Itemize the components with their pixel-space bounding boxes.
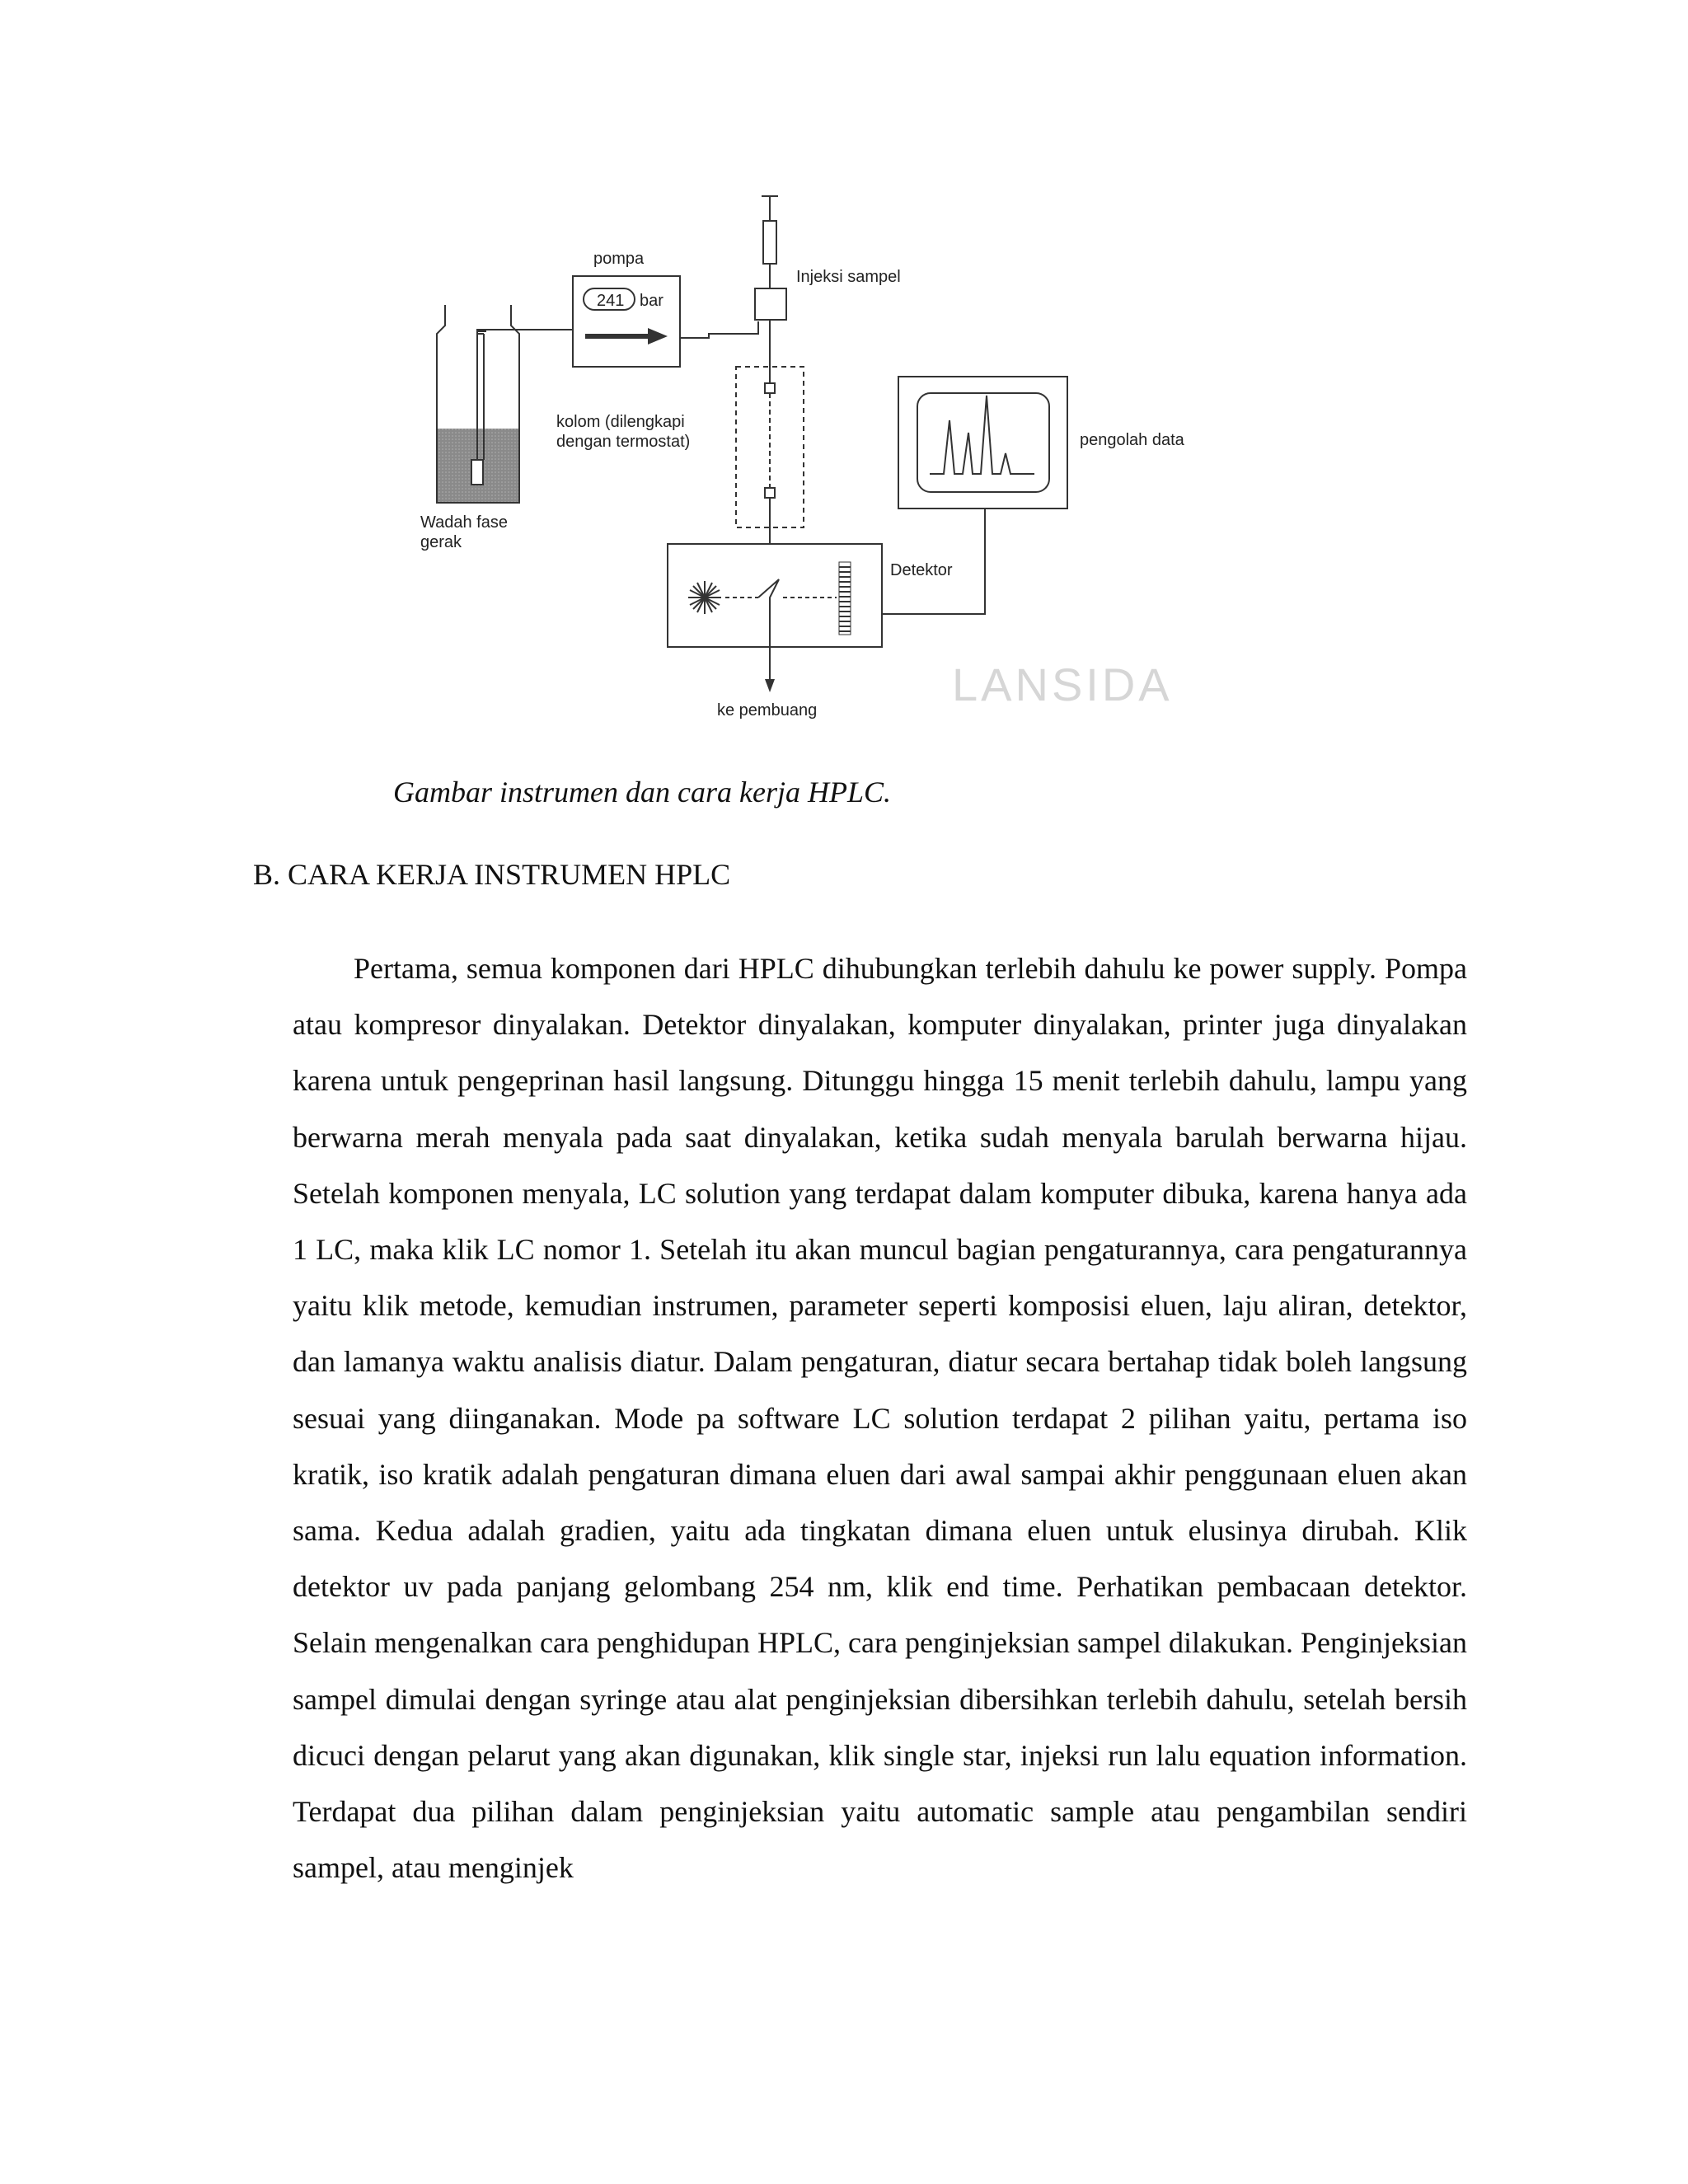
detector <box>668 544 953 647</box>
light-source-icon <box>688 581 721 614</box>
hplc-diagram-svg <box>396 181 1220 750</box>
reservoir-label-line2: gerak <box>420 533 462 551</box>
tube-to-pump <box>477 330 573 331</box>
watermark-logo: LANSIDA <box>952 658 1173 710</box>
hplc-diagram <box>396 181 1220 750</box>
data-processor-label: pengolah data <box>1080 431 1184 449</box>
syringe-barrel <box>763 221 776 264</box>
waste-arrow-icon <box>765 679 775 692</box>
syringe-plunger <box>762 196 778 221</box>
injection-label: Injeksi sampel <box>796 268 901 286</box>
reservoir-label-line1: Wadah fase <box>420 513 508 532</box>
waste-label: ke pembuang <box>717 701 818 719</box>
column-label-line2: dengan termostat) <box>556 433 691 451</box>
reservoir-filter <box>471 460 483 485</box>
detector-label: Detektor <box>890 561 953 579</box>
section-heading: B. CARA KERJA INSTRUMEN HPLC <box>253 858 731 891</box>
photodiode-array <box>839 562 851 635</box>
pressure-unit: bar <box>640 292 663 310</box>
injector <box>755 196 901 320</box>
pressure-value: 241 <box>597 292 625 310</box>
pump-label: pompa <box>593 250 645 268</box>
column-label-line1: kolom (dilengkapi <box>556 413 685 431</box>
column-fitting-bottom <box>765 488 775 498</box>
body-paragraph: Pertama, semua komponen dari HPLC dihubungkan terlebih dahulu ke power supply. Pompa atau kompresor dinyalakan. Detektor dinyalakan, komputer dinyalakan, printer juga dinyalakan karena untuk pengeprinan hasil langsung. Ditunggu hingga 15 menit terlebih dahulu, lampu yang berwarna merah menyala pada saat dinyalakan, ketika sudah menyala barulah berwarna hijau. Setelah komponen menyala, LC solution yang terdapat dalam komputer dibuka, karena hanya ada 1 LC, maka klik LC nomor 1. Setelah itu akan muncul bagian pengaturannya, cara pengaturannya yaitu klik metode, kemudian instrumen, parameter seperti komposisi eluen, laju aliran, detektor, dan lamanya waktu analisis diatur. Dalam pengaturan, diatur secara bertahap tidak boleh langsung sesuai yang diinganakan. Mode pa software LC solution terdapat 2 pilihan yaitu, pertama iso kratik, iso kratik adalah pengaturan dimana eluen dari awal sampai akhir penggunaan eluen akan sama. Kedua adalah gradien, yaitu ada tingkatan dimana eluen untuk elusinya dirubah. Klik detektor uv pada panjang gelombang 254 nm, klik end time. Perhatikan pembacaan detektor. Selain mengenalkan cara penghidupan HPLC, cara penginjeksian sampel dilakukan. Penginjeksian sampel dimulai dengan syringe atau alat penginjeksian dibersihkan terlebih dahulu, setelah bersih dicuci dengan pelarut yang akan digunakan, klik single star, injeksi run lalu equation information. Terdapat dua pilihan dalam penginjeksian yaitu automatic sample atau pengambilan sendiri sampel, atau menginjek <box>293 952 1467 1885</box>
injection-valve <box>755 288 786 320</box>
data-processor <box>898 377 1185 509</box>
pump <box>573 250 680 367</box>
tube-to-injector <box>680 321 758 338</box>
column-fitting-top <box>765 383 775 393</box>
figure-caption: Gambar instrumen dan cara kerja HPLC. <box>393 776 891 808</box>
